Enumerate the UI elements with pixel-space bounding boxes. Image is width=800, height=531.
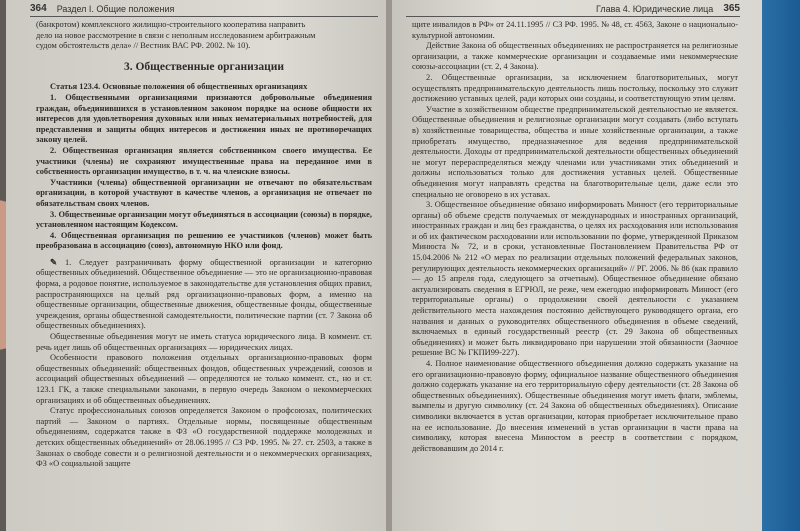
article-paragraph: 3. Общественные организации могут объединяться в ассоциации (союзы) в порядке, установленном настоящим Кодексом. [36, 209, 372, 230]
left-page [6, 0, 388, 531]
comment-paragraph: Общественные объединения могут не иметь статуса юридического лица. В коммент. ст. речь идет лишь об общественных организациях — юридических лицах. [36, 332, 372, 352]
article-paragraph: 2. Общественная организация является собственником своего имущества. Ее участники (члены) не сохраняют имущественные права на переданное ими в собственность организации имущество, в т. ч. на членские взносы. [36, 145, 372, 177]
right-running-head-text: Глава 4. Юридические лица [595, 3, 714, 14]
article-paragraph: 4. Общественная организация по решению ее участников (членов) может быть преобразована в ассоциацию (союз), автономную НКО или фонд. [36, 230, 372, 251]
right-running-head [406, 2, 740, 17]
left-column [36, 20, 372, 470]
comment-paragraph: Статус профессиональных союзов определяется Законом о профсоюзах, политических партий — Законом о партиях. Отдельные нормы, посвященные общественным объединениям, содержатся также в ФЗ «О государственной поддержке молодежных и детских общественных объединений» от 28.06.1995 // СЗ РФ. 1995. № 27. ст. 2503, а также в Законах о свободе совести и о религиозной деятельности и о некоммерческих организациях, ФЗ «О социальной защите [36, 406, 372, 469]
body-paragraph: Действие Закона об общественных объединениях не распространяется на религиозные организации, а также коммерческие организации и создаваемые ими некоммерческие союзы-ассоциации (ст. 2, 4 Закона). [412, 41, 738, 72]
intro-line: судом обстоятельств дела» // Вестник ВАС РФ. 2002. № 10). [36, 41, 251, 51]
comment-mark-icon: ✎ [50, 257, 58, 267]
body-paragraph: щите инвалидов в РФ» от 24.11.1995 // СЗ РФ. 1995. № 48, ст. 4563, Законе о национально-культурной автономии. [412, 20, 738, 40]
article-paragraph: Участники (члены) общественной организации не отвечают по обязательствам организации, в которой участвуют в качестве членов, а организация не отвечает по обязательствам своих членов. [36, 177, 372, 208]
intro-line: (банкротом) комплексного жилищно-строительного кооператива направить [36, 20, 306, 29]
article-heading: Статья 123.4. Основные положения об общественных организациях [50, 82, 308, 92]
intro-line: дело на новое рассмотрение в связи с неполным исследованием арбитражным [36, 30, 316, 40]
comment-paragraph: Особенности правового положения отдельных организационно-правовых форм общественных объединений: общественных фондов, общественных учреждений, союзов и ассоциаций общественных объединений — определяются не только коммент. ст., но и ст. 123.1 ГК, а также специальными законами, в первую очередь Законом о некоммерческих организациях и об общественных объединениях. [36, 353, 372, 405]
left-running-head-text: Раздел I. Общие положения [56, 3, 175, 14]
right-page-number: 365 [723, 2, 740, 14]
comment-text: 1. Следует разграничивать форму общественной организации и категорию общественных объединений. Общественное объединение — это не организационно-правовая форма, а родовое понятие, используемое в законодательстве для установления общих правил, распространяющихся на целый ряд организационно-правовых форм, а именно на общественные организации, общественные движения, общественные фонды, общественные учреждения, органы общественной самодеятельности, политические партии (ст. 7 Закона об общественных объединениях). [36, 257, 373, 331]
left-page-number: 364 [30, 2, 47, 14]
body-paragraph: 4. Полное наименование общественного объединения должно содержать указание на его организационно-правовую форму, официальное название общественного объединения должно содержать указание на его территориальную сферу деятельности (ст. 28 Закона об общественных объединениях). Общественные объединения могут иметь флаги, эмблемы, вымпелы и другую символику (ст. 24 Закона об общественных объединениях). Описание символики включается в устав организации, которая приобретает исключительное право на ее использование. До внесения изменений в устав организации в части права на символику, которая внесена Минюстом в реестр в соответствии с порядком, действовавшим до 2014 г. [412, 359, 738, 453]
comment-paragraph [36, 258, 372, 332]
left-running-head [30, 2, 378, 17]
blue-book-cover [762, 0, 800, 531]
right-column [412, 20, 738, 454]
article-paragraph: 1. Общественными организациями признаются добровольные объединения граждан, объединившихся в установленном законом порядке на основе общности их интересов для удовлетворения духовных или иных нематериальных потребностей, для представления и защиты общих интересов и достижения иных не противоречащих закону целей. [36, 92, 372, 145]
body-paragraph: 2. Общественные организации, за исключением благотворительных, могут осуществлять предпринимательскую деятельность лишь постольку, поскольку это служит достижению уставных целей, ради которых они созданы, и соответствующую этим целям. [412, 72, 738, 104]
body-paragraph: 3. Общественное объединение обязано информировать Минюст (его территориальные органы) об объеме средств получаемых от международных и иностранных организаций, иностранных граждан и лиц без гражданства, о целях их расходования или использования и об их фактическом расходовании или использовании по форме, утвержденной Приказом Минюста № 72, и в сроки, установленные Постановлением Правительства РФ от 15.04.2006 № 212 «О мерах по реализации отдельных положений федеральных законов, регулирующих деятельность некоммерческих организаций» // РГ. 2006. № 86 (как правило — до 15 апреля года, следующего за отчетным). Общественное объединение обязано актуализировать сведения в ЕГРЮЛ, не реже, чем ежегодно информировать Минюст (его территориальные органы) о продолжении своей деятельности с указанием действительного места нахождения постоянно действующего руководящего органа, его названия и данных о руководителях общественного объединения в объеме сведений, включаемых в единый государственный реестр (ст. 29 Закона об общественных объединениях) и может быть ликвидировано при нарушении этой обязанности (Заочное решение ВС № ГКПИ99-227). [412, 200, 738, 358]
right-page [392, 0, 762, 531]
body-paragraph: Участие в хозяйственном обществе предпринимательской деятельностью не является. Общественные объединения и религиозные организации могут создавать (либо вступать в) хозяйственные товарищества, общества и иные хозяйственные организации, а также приобретать имущество, предназначенное для ведения предпринимательской деятельности. Доходы от предпринимательской деятельности общественных объединений не могут перераспределяться между членами или участниками этих объединений и должны использоваться только для достижения уставных целей. Общественные объединения могут направлять средства на благотворительные цели, даже если это специально не оговорено в их уставах. [412, 104, 738, 199]
section-title: 3. Общественные организации [123, 60, 285, 73]
